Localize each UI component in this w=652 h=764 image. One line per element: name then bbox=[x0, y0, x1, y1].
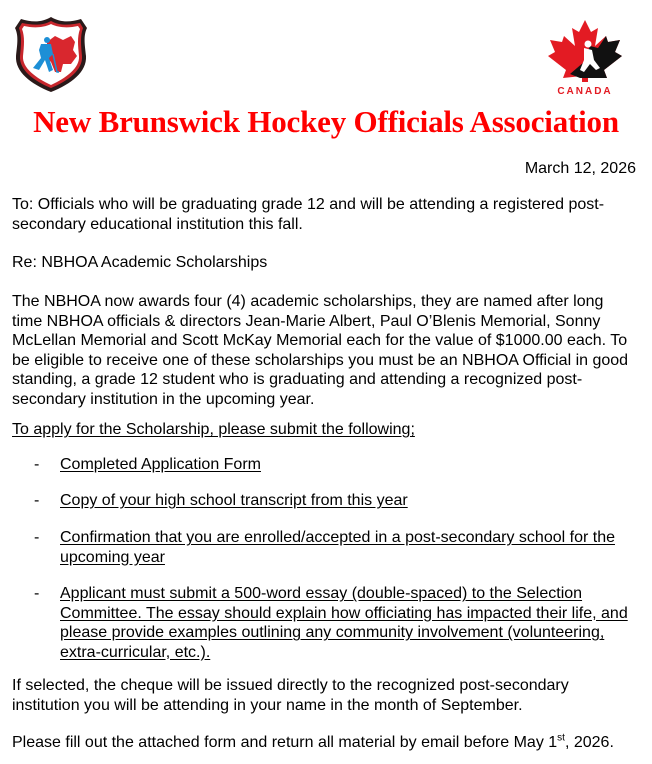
cheque-paragraph bbox=[12, 676, 642, 715]
bullet-dash: - bbox=[34, 529, 40, 546]
closing-year: , 2026. bbox=[564, 734, 614, 751]
shield-icon bbox=[11, 14, 91, 94]
body-line: be eligible to receive one of these scholarships you must be an NBHOA Official in good bbox=[12, 351, 629, 369]
requirement-text: Confirmation that you are enrolled/accepted in a post-secondary school for the bbox=[60, 529, 615, 546]
letter-date: March 12, 2026 bbox=[524, 160, 636, 177]
closing-line bbox=[12, 733, 642, 753]
bullet-dash: - bbox=[34, 456, 40, 473]
requirement-text: Copy of your high school transcript from this year bbox=[60, 492, 408, 509]
ordinal-suffix: st bbox=[557, 732, 565, 744]
to-line-1: To: Officials who will be graduating grade 12 and will be attending a registered post- bbox=[12, 196, 605, 213]
to-line-2: secondary educational institution this fall. bbox=[12, 215, 303, 233]
maple-leaf-icon bbox=[540, 18, 630, 84]
requirement-text: Committee. The essay should explain how officiating has impacted their life, and bbox=[60, 604, 628, 622]
body-line: time NBHOA officials & directors Jean-Marie Albert, Paul O’Blenis Memorial, Sonny bbox=[12, 312, 601, 330]
body-paragraph bbox=[12, 292, 642, 409]
page-title: New Brunswick Hockey Officials Association bbox=[33, 104, 619, 139]
canada-wordmark: CANADA bbox=[557, 86, 613, 97]
body-line: standing, a grade 12 student who is graduating and attending a recognized post- bbox=[12, 371, 583, 388]
body-line: secondary institution in the upcoming year. bbox=[12, 390, 315, 408]
requirement-text: extra-curricular, etc.). bbox=[60, 643, 211, 661]
nbhoa-shield-logo bbox=[11, 14, 91, 94]
cheque-line-2: institution you will be attending in your name in the month of September. bbox=[12, 696, 523, 714]
apply-heading: To apply for the Scholarship, please submit the following; bbox=[12, 421, 415, 438]
cheque-line-1: If selected, the cheque will be issued directly to the recognized post-secondary bbox=[12, 677, 569, 694]
requirement-text: Completed Application Form bbox=[60, 456, 261, 473]
requirement-text: upcoming year bbox=[60, 548, 165, 566]
re-line: Re: NBHOA Academic Scholarships bbox=[12, 254, 268, 271]
closing-text: Please fill out the attached form and return all material by email before May 1 bbox=[12, 734, 558, 751]
hockey-canada-logo bbox=[540, 18, 630, 100]
body-line: McLellan Memorial and Scott McKay Memorial each for the value of $1000.00 each. To bbox=[12, 332, 628, 349]
requirement-text: Applicant must submit a 500-word essay (double-spaced) to the Selection bbox=[60, 585, 583, 602]
requirement-text: please provide examples outlining any community involvement (volunteering, bbox=[60, 624, 605, 641]
bullet-dash: - bbox=[34, 492, 40, 509]
to-line bbox=[12, 195, 642, 234]
bullet-dash: - bbox=[34, 585, 40, 602]
body-line: The NBHOA now awards four (4) academic scholarships, they are named after long bbox=[12, 293, 604, 310]
